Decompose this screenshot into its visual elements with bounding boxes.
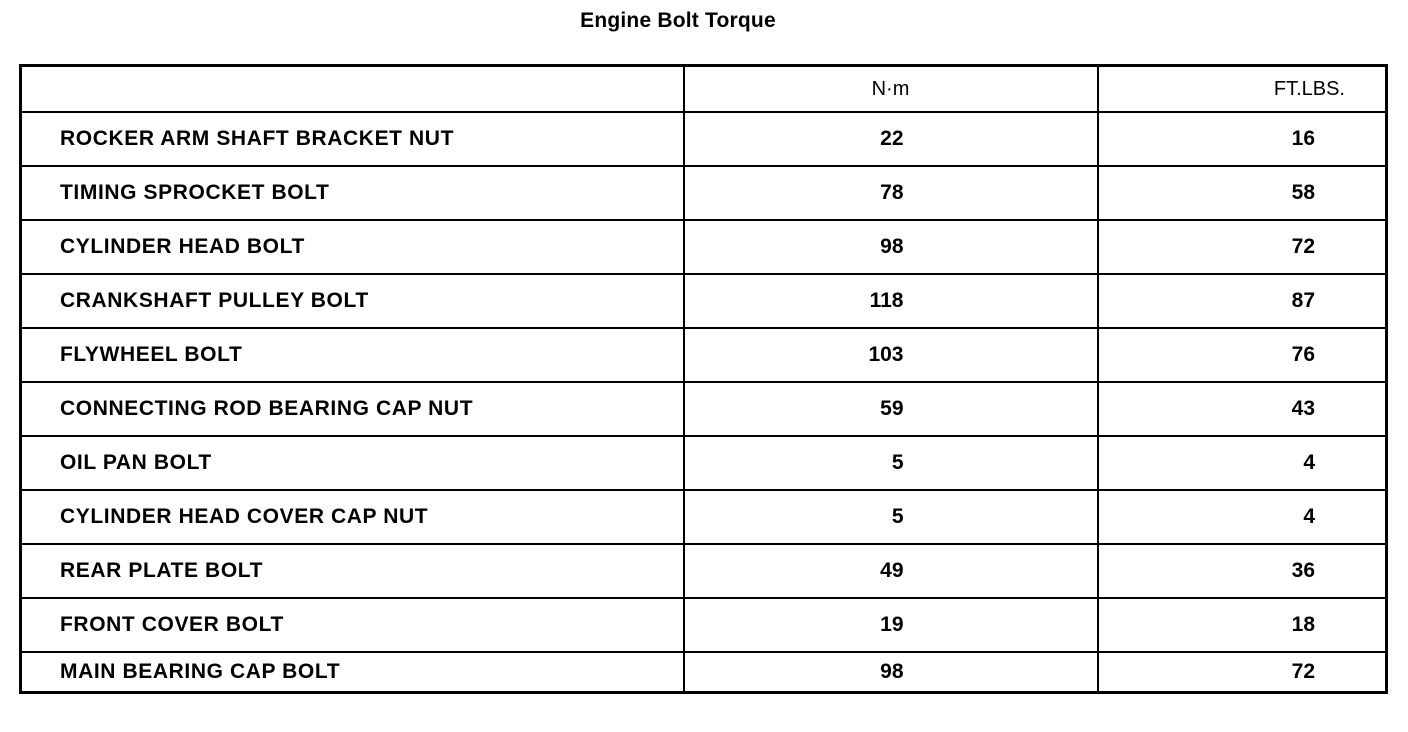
cell-nm: 19 bbox=[684, 598, 1098, 652]
cell-nm: 98 bbox=[684, 652, 1098, 693]
table-row bbox=[21, 166, 1387, 220]
cell-bolt-name: FLYWHEEL BOLT bbox=[21, 328, 684, 382]
table-row bbox=[21, 652, 1387, 693]
cell-ftlbs: 72 bbox=[1098, 220, 1387, 274]
table-row bbox=[21, 598, 1387, 652]
torque-table bbox=[19, 64, 1388, 694]
cell-nm: 98 bbox=[684, 220, 1098, 274]
table-row bbox=[21, 220, 1387, 274]
cell-nm: 22 bbox=[684, 112, 1098, 166]
cell-ftlbs: 87 bbox=[1098, 274, 1387, 328]
cell-nm: 5 bbox=[684, 436, 1098, 490]
table-row bbox=[21, 490, 1387, 544]
cell-nm: 118 bbox=[684, 274, 1098, 328]
cell-nm: 5 bbox=[684, 490, 1098, 544]
cell-ftlbs: 72 bbox=[1098, 652, 1387, 693]
cell-ftlbs: 4 bbox=[1098, 436, 1387, 490]
table-header-row bbox=[21, 66, 1387, 113]
table-row bbox=[21, 436, 1387, 490]
cell-ftlbs: 58 bbox=[1098, 166, 1387, 220]
cell-ftlbs: 36 bbox=[1098, 544, 1387, 598]
table-row bbox=[21, 544, 1387, 598]
cell-bolt-name: ROCKER ARM SHAFT BRACKET NUT bbox=[21, 112, 684, 166]
table-row bbox=[21, 112, 1387, 166]
header-ftlbs: FT.LBS. bbox=[1098, 66, 1387, 113]
cell-ftlbs: 4 bbox=[1098, 490, 1387, 544]
cell-ftlbs: 43 bbox=[1098, 382, 1387, 436]
header-name bbox=[21, 66, 684, 113]
table-row bbox=[21, 328, 1387, 382]
cell-bolt-name: CONNECTING ROD BEARING CAP NUT bbox=[21, 382, 684, 436]
cell-bolt-name: MAIN BEARING CAP BOLT bbox=[21, 652, 684, 693]
table-row bbox=[21, 382, 1387, 436]
cell-nm: 78 bbox=[684, 166, 1098, 220]
cell-nm: 59 bbox=[684, 382, 1098, 436]
table-row bbox=[21, 274, 1387, 328]
cell-bolt-name: CYLINDER HEAD BOLT bbox=[21, 220, 684, 274]
cell-bolt-name: OIL PAN BOLT bbox=[21, 436, 684, 490]
cell-ftlbs: 18 bbox=[1098, 598, 1387, 652]
cell-nm: 103 bbox=[684, 328, 1098, 382]
page-title: Engine Bolt Torque bbox=[580, 9, 776, 32]
cell-bolt-name: CYLINDER HEAD COVER CAP NUT bbox=[21, 490, 684, 544]
cell-ftlbs: 76 bbox=[1098, 328, 1387, 382]
cell-ftlbs: 16 bbox=[1098, 112, 1387, 166]
cell-bolt-name: TIMING SPROCKET BOLT bbox=[21, 166, 684, 220]
cell-bolt-name: FRONT COVER BOLT bbox=[21, 598, 684, 652]
cell-bolt-name: CRANKSHAFT PULLEY BOLT bbox=[21, 274, 684, 328]
cell-bolt-name: REAR PLATE BOLT bbox=[21, 544, 684, 598]
header-nm: N·m bbox=[684, 66, 1098, 113]
cell-nm: 49 bbox=[684, 544, 1098, 598]
